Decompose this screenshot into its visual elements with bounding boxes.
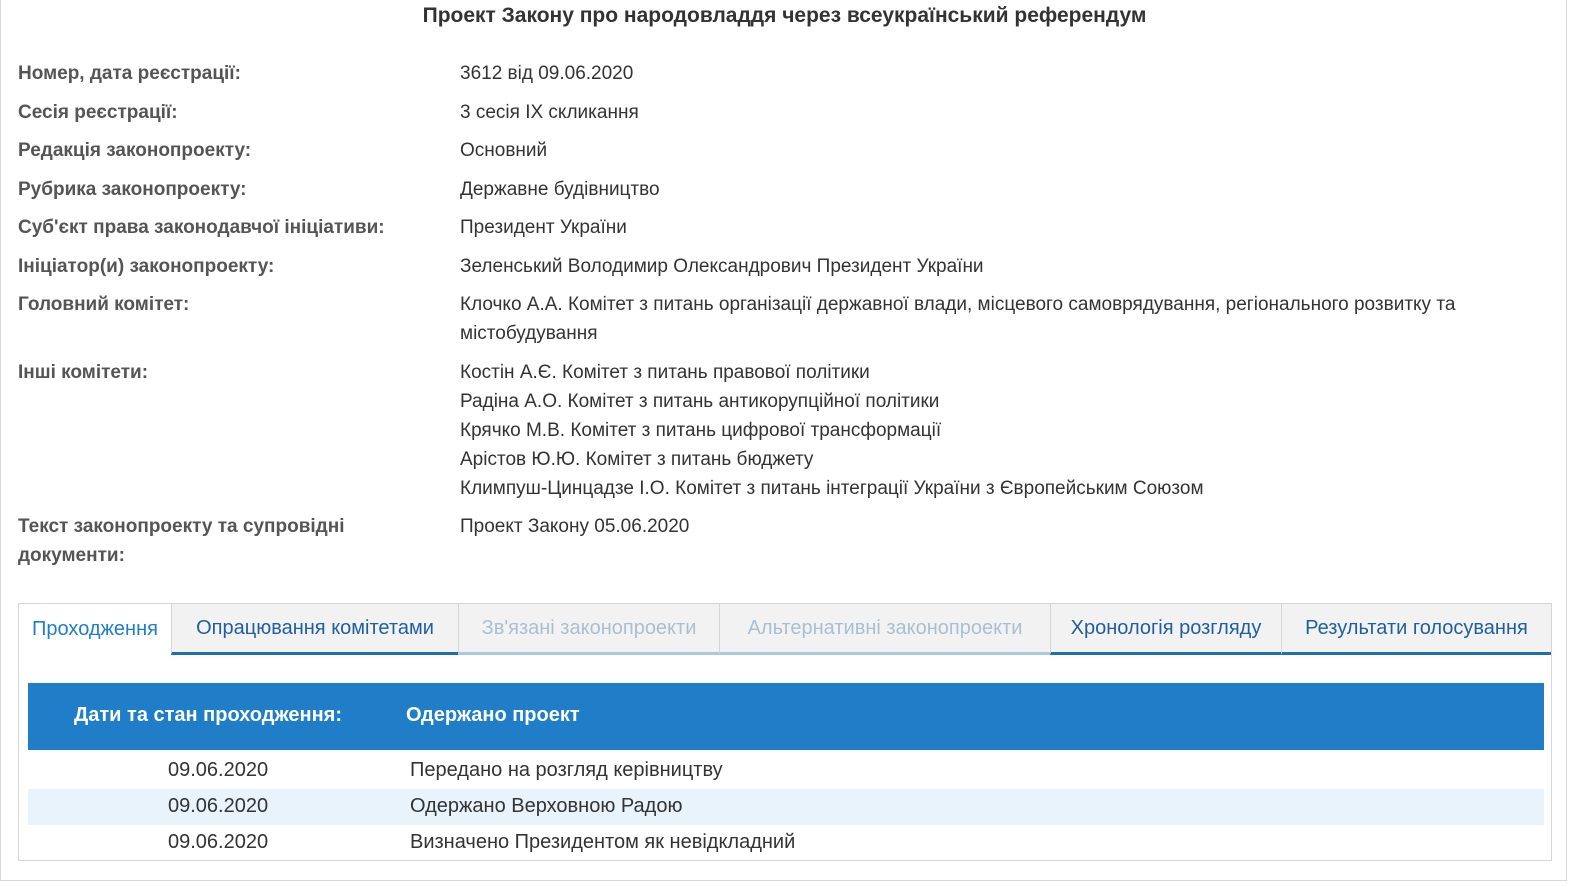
info-value	[460, 175, 1520, 204]
row-date: 09.06.2020	[168, 759, 269, 781]
info-label	[18, 512, 438, 570]
info-value	[460, 290, 1520, 348]
info-value	[460, 358, 1520, 503]
info-value-line: Державне будівництво	[460, 179, 660, 200]
info-value-line: Радіна А.О. Комітет з питань антикорупційної політики	[460, 391, 940, 412]
info-label: Ініціатор(и) законопроекту:	[18, 256, 275, 277]
info-value-line: 3 сесія IX скликання	[460, 102, 639, 123]
page-title: Проект Закону про народовладдя через всеукраїнський референдум	[422, 4, 1147, 27]
info-value-line: Зеленський Володимир Олександрович Президент України	[460, 256, 984, 277]
table-row	[28, 825, 1544, 861]
row-status: Передано на розгляд керівництву	[410, 759, 723, 781]
header-state: Одержано проект	[406, 704, 580, 726]
info-label: Головний комітет:	[18, 294, 190, 315]
tab-bar	[19, 604, 1551, 655]
info-label: Інші комітети:	[18, 362, 149, 383]
info-value-line: Клочко А.А. Комітет з питань організації державної влади, місцевого самоврядування, регіонального розвитку та	[460, 294, 1456, 315]
info-value	[460, 213, 1520, 242]
info-label: Сесія реєстрації:	[18, 102, 178, 123]
row-date: 09.06.2020	[168, 795, 269, 817]
tabs-panel	[18, 603, 1552, 861]
info-value-line: 3612 від 09.06.2020	[460, 63, 634, 84]
info-label: Номер, дата реєстрації:	[18, 63, 241, 84]
info-label-line: документи:	[18, 545, 125, 566]
tab-chronology[interactable]: Хронологія розгляду	[1050, 604, 1281, 655]
info-value-line: Костін А.Є. Комітет з питань правової політики	[460, 362, 870, 383]
info-label: Редакція законопроекту:	[18, 140, 252, 161]
tab-related-bills[interactable]: Зв'язані законопроекти	[458, 604, 719, 655]
table-row	[28, 753, 1544, 789]
tab-passage[interactable]: Проходження	[19, 604, 171, 655]
info-value	[460, 512, 1520, 541]
info-value-line: Основний	[460, 140, 548, 161]
header-date: Дати та стан проходження:	[74, 704, 342, 726]
info-label-line: Текст законопроекту та супровідні	[18, 516, 345, 537]
tab-alternative-bills[interactable]: Альтернативні законопроекти	[719, 604, 1050, 655]
info-value	[460, 136, 1520, 165]
table-header	[28, 683, 1544, 750]
info-label: Суб'єкт права законодавчої ініціативи:	[18, 217, 385, 238]
info-value-line: Арістов Ю.Ю. Комітет з питань бюджету	[460, 449, 814, 470]
info-value	[460, 59, 1520, 88]
info-value	[460, 252, 1520, 281]
info-value-line: Крячко М.В. Комітет з питань цифрової трансформації	[460, 420, 942, 441]
row-status: Визначено Президентом як невідкладний	[410, 831, 796, 853]
info-value-line: Президент України	[460, 217, 627, 238]
info-value-line: Климпуш-Цинцадзе І.О. Комітет з питань інтеграції України з Європейським Союзом	[460, 478, 1204, 499]
row-status: Одержано Верховною Радою	[410, 795, 683, 817]
tab-voting-results[interactable]: Результати голосування	[1281, 604, 1551, 655]
info-value-line: містобудування	[460, 323, 598, 344]
table-row	[28, 789, 1544, 825]
document-link[interactable]: Проект Закону 05.06.2020	[460, 516, 690, 537]
info-label: Рубрика законопроекту:	[18, 179, 247, 200]
tab-committee-processing[interactable]: Опрацювання комітетами	[171, 604, 458, 655]
row-date: 09.06.2020	[168, 831, 269, 853]
info-value	[460, 98, 1520, 127]
